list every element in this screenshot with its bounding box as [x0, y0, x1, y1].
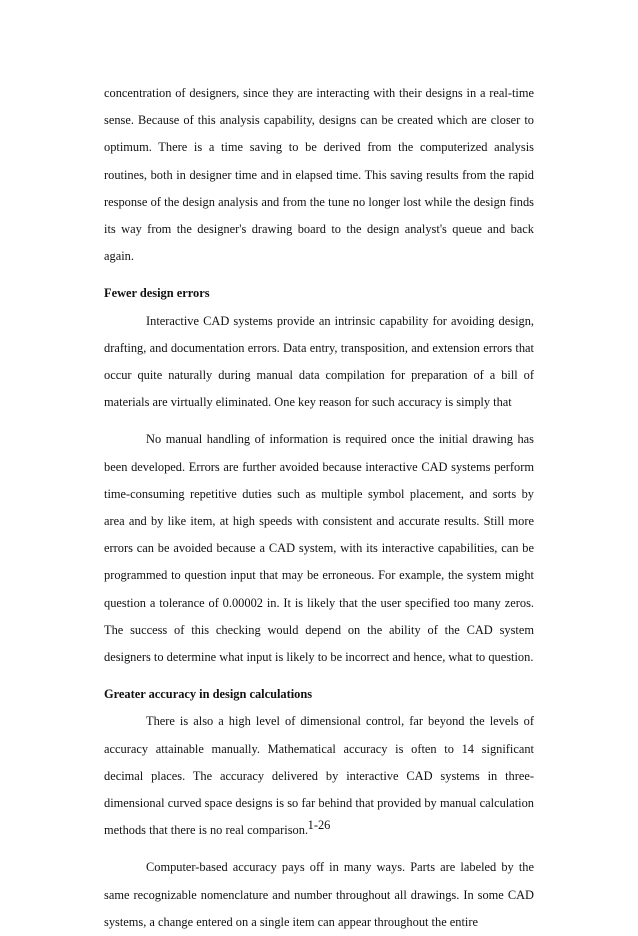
heading-greater-accuracy: Greater accuracy in design calculations	[104, 687, 313, 702]
page-number: 1-26	[307, 818, 331, 832]
paragraph-intrinsic-capability: Interactive CAD systems provide an intrinsic capability for avoiding design, drafting, and documentation errors. Data entry, transposition, and extension errors that occur quite naturally during manual data compilation for preparation of a bill of materials are virtually eliminated. One key reason for such accuracy is simply that	[104, 313, 534, 410]
heading-fewer-design-errors: Fewer design errors	[104, 286, 210, 301]
document-body	[104, 80, 534, 936]
paragraph-no-manual-handling: No manual handling of information is required once the initial drawing has been developed. Errors are further avoided because interactive CAD systems perform time-consuming repetitive duties such as multiple symbol placement, and sorts by area and by like item, at high speeds with consistent and accurate results. Still more errors can be avoided because a CAD system, with its interactive capabilities, can be programmed to question input that may be erroneous. For example, the system might question a tolerance of 0.00002 in. It is likely that the user specified too many zeros. The success of this checking would depend on the ability of the CAD system designers to determine what input is likely to be incorrect and hence, what to question.	[104, 432, 534, 665]
paragraph-dimensional-control: There is also a high level of dimensional control, far beyond the levels of accuracy attainable manually. Mathematical accuracy is often to 14 significant decimal places. The accuracy delivered by interactive CAD systems in three-dimensional curved space designs is so far behind that provided by manual calculation methods that there is no real comparison.	[104, 714, 534, 838]
paragraph-analysis: concentration of designers, since they are interacting with their designs in a real-time sense. Because of this analysis capability, designs can be created which are closer to optimum. There is a time saving to be derived from the computerized analysis routines, both in designer time and in elapsed time. This saving results from the rapid response of the design analysis and from the tune no longer lost while the design finds its way from the designer's drawing board to the design analyst's queue and back again.	[104, 86, 534, 264]
paragraph-computer-accuracy: Computer-based accuracy pays off in many ways. Parts are labeled by the same recognizable nomenclature and number throughout all drawings. In some CAD systems, a change entered on a single item can appear throughout the entire	[104, 860, 534, 929]
